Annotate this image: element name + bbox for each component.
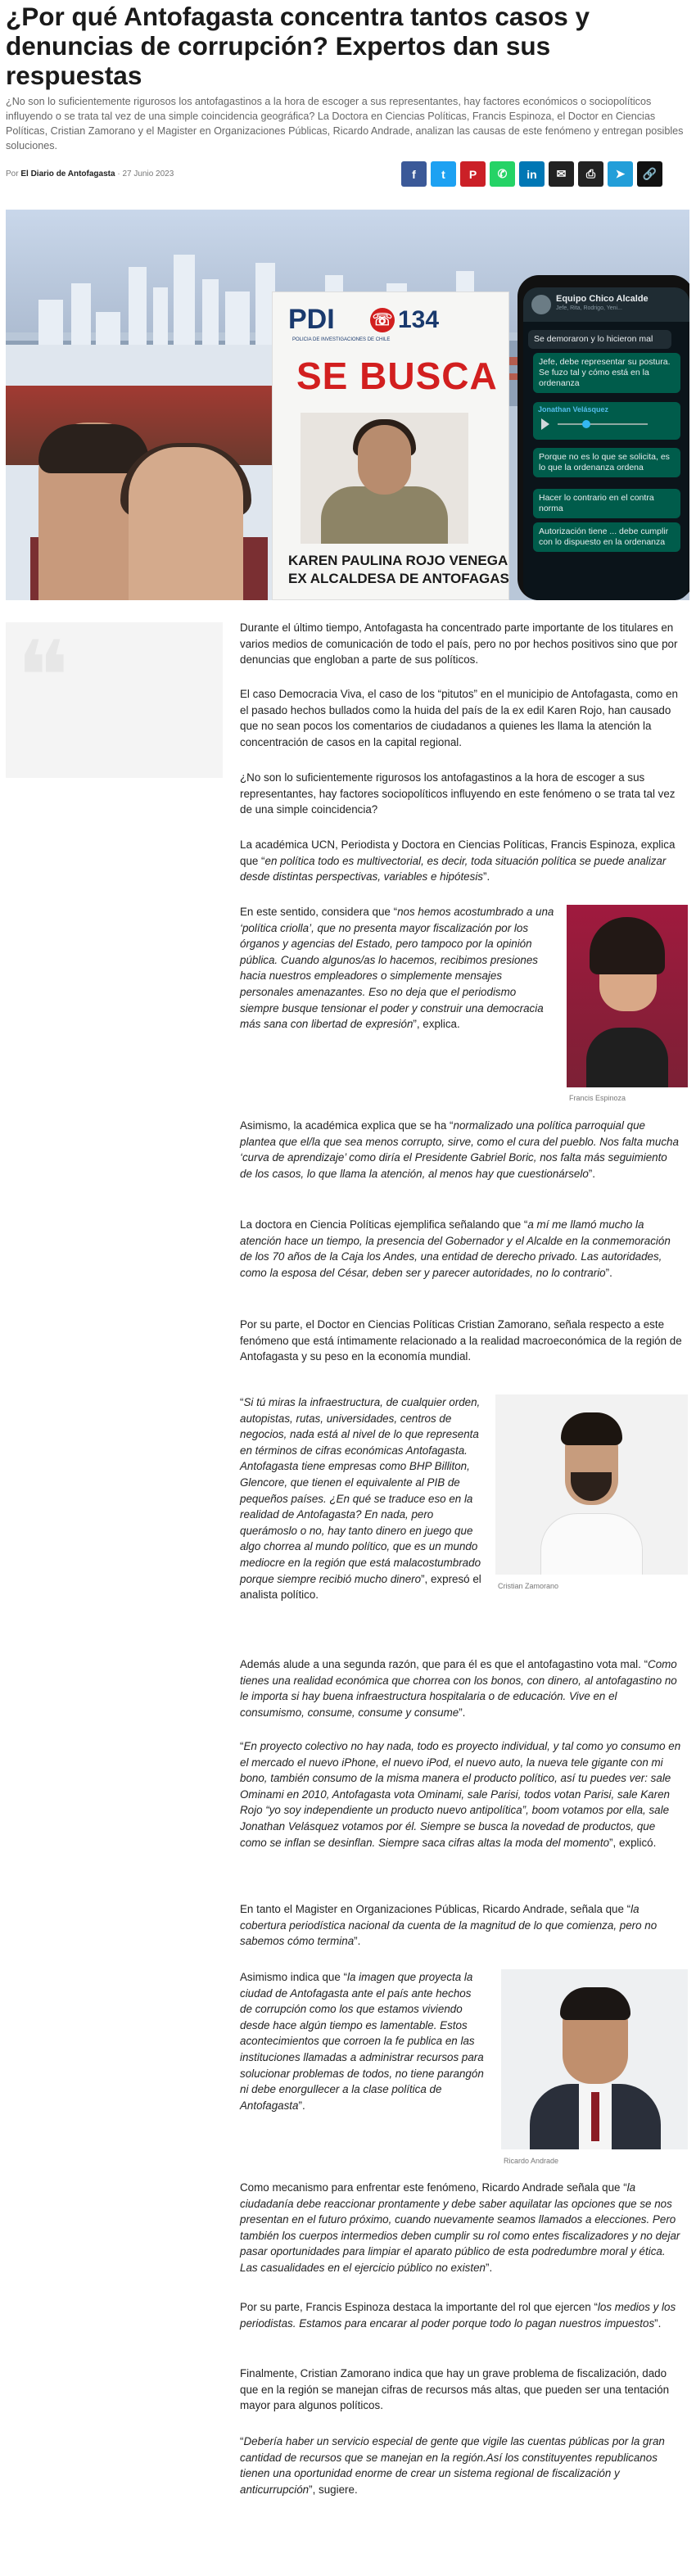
facebook-icon: f — [412, 167, 416, 181]
paragraph: En este sentido, considera que “nos hemos acostumbrado a una ‘política criolla’, que no presenta mayor fiscalización por los órganos y agencias del Estado, pero tampoco por la opinión pública. Cuando algunos/as lo hacemos, recibimos presiones hacia nuestros empleadores o simplemente mensajes personales amenazantes. Eso no deja que el periodismo siempre busque tensionar el poder y construir una democracia más sana con libertad de expresión”, explica. — [240, 906, 554, 1031]
poster-photo — [301, 413, 468, 544]
paragraph: ¿No son lo suficientemente rigurosos los antofagastinos a la hora de escoger a sus representantes, hay factores sociopolíticos influyendo en este fenómeno o se trata tal vez de una simple coincidencia? — [240, 771, 676, 816]
chat-header — [523, 287, 689, 322]
print-icon: ⎙ — [585, 167, 596, 180]
chat-message: Hacer lo contrario en el contra norma — [533, 489, 680, 518]
facebook-share-button[interactable] — [401, 161, 427, 187]
whatsapp-share-button[interactable] — [490, 161, 515, 187]
linkedin-share-button[interactable] — [519, 161, 545, 187]
chat-message: Autorización tiene ... debe cumplir con lo dispuesto en la ordenanza — [533, 522, 680, 552]
pinterest-share-button[interactable] — [460, 161, 486, 187]
whatsapp-screen — [523, 287, 689, 600]
pdi-number: ☏ 134 — [370, 306, 439, 334]
share-bar — [401, 161, 662, 187]
byline-prefix: Por — [6, 169, 19, 179]
whatsapp-icon: ✆ — [497, 167, 508, 180]
paragraph: Por su parte, el Doctor en Ciencias Políticas Cristian Zamorano, señala respecto a este fenómeno que está íntimamente relacionado a la realidad macroeconómica de la región de Antofagasta y su peso en la economía mundial. — [240, 1318, 682, 1363]
paragraph: “Si tú miras la infraestructura, de cualquier orden, autopistas, rutas, universidades, centros de negocios, nada está al nivel de lo que representa en términos de cifras económicas Antofagasta. Antofagasta tiene empresas como BHP Billiton, Glencore, que tienen el equivalente al PIB de pequeños países. ¿En qué se traduce eso en la realidad de Antofagasta? En nada, pero querámoslo o no, hay tanto dinero en juego que algo chorrea al mundo político, que es un mundo mediocre en la región que está malacostumbrado porque siempre recibió mucho dinero”, expresó el analista político. — [240, 1396, 481, 1602]
paragraph: “Debería haber un servicio especial de gente que vigile las cuentas públicas por la gran cantidad de recursos que se manejan en la región.Así los constituyentes republicanos tienen una oportunidad enorme de crear un sistema regional de fiscalización y anticurrupción”, sugiere. — [240, 2435, 665, 2496]
portrait-face — [358, 425, 411, 495]
byline — [6, 169, 174, 179]
group-avatar — [531, 295, 551, 314]
twitter-icon: t — [441, 167, 445, 181]
phone-badge: ☏ — [370, 308, 395, 332]
twitter-share-button[interactable] — [431, 161, 456, 187]
pdi-subtitle: POLICIA DE INVESTIGACIONES DE CHILE — [292, 337, 391, 342]
link-icon: 🔗 — [642, 167, 658, 180]
paragraph: Asimismo indica que “la imagen que proyecta la ciudad de Antofagasta ante el país ante hechos de corrupción como los que estamos viviendo desde hace algún tiempo es lamentable. Estos acontecimientos que corroen la fe publica en las instituciones llamadas a administrar recursos para solucionar problemas de todos, no tiene parangón ni debe enorgullecer a la clase política de Antofagasta”. — [240, 1971, 484, 2112]
telegram-share-button[interactable] — [608, 161, 633, 187]
poster-name: KAREN PAULINA ROJO VENEGA EX ALCALDESA DE ANTOFAGAS — [288, 553, 509, 586]
paragraph: En tanto el Magister en Organizaciones Públicas, Ricardo Andrade, señala que “la cobertura periodística nacional da cuenta de la magnitud de lo que comienza, pero no sabemos cómo termina”. — [240, 1903, 658, 1948]
paragraph: Por su parte, Francis Espinoza destaca la importante del rol que ejercen “los medios y los periodistas. Estamos para encarar al poder porque todo lo pagan nuestros impuestos”. — [240, 2301, 676, 2330]
hero-image — [6, 210, 689, 600]
poster-title: SE BUSCA — [296, 355, 498, 397]
photo-caption: Francis Espinoza — [569, 1094, 626, 1102]
paragraph: “En proyecto colectivo no hay nada, todo es proyecto individual, y tal como yo consumo en el mercado el nuevo iPhone, el nuevo iPod, el nuevo auto, la nueva tele gigante con mi bono, también consumo de la misma manera el producto político, así tu puedes ver: sale Ominami en 2010, Antofagasta vota Ominami, sale Parisi, todos votan Parisi, sale Karen Rojo “yo soy independiente un producto nuevo antipolítica”, boom votamos por ella, sale Jonathan Velásquez votamos por él. Siempre se busca la novedad de productos, que como se inflan se desinflan. Siempre saca cifras altas la moda del momento”, explicó. — [240, 1740, 681, 1849]
publish-date: 27 Junio 2023 — [122, 169, 174, 179]
paragraph: La doctora en Ciencia Políticas ejemplifica señalando que “a mí me llamó mucho la atención hace un tiempo, la presencia del Gobernador y el Alcalde en la conmemoración de los 70 años de la Caja los Andes, una entidad de derecho privado. Las autoridades, como la esposa del César, deben ser y parecer autoridades, no lo contrario”. — [240, 1218, 671, 1279]
email-share-button[interactable] — [549, 161, 574, 187]
byline-separator: · — [117, 169, 120, 179]
pdi-logo: PDI — [288, 304, 335, 335]
francis-espinoza-photo — [567, 905, 688, 1087]
uniform — [321, 486, 448, 544]
chat-message: Jefe, debe representar su postura. Se fuzo tal y cómo está en la ordenanza — [533, 353, 680, 393]
decorative-quote-icon: ❝ — [16, 621, 70, 734]
link-share-button[interactable] — [637, 161, 662, 187]
voice-progress — [582, 420, 590, 428]
paragraph: La académica UCN, Periodista y Doctora en Ciencias Políticas, Francis Espinoza, explica que “en política todo es multivectorial, es decir, toda situación política se puede analizar desde distintas perspectivas, variables e hipótesis”. — [240, 838, 676, 884]
chat-members: Jefe, Rita, Rodrigo, Yeni... — [556, 305, 622, 311]
photo-caption: Ricardo Andrade — [504, 2157, 559, 2165]
author-link[interactable]: El Diario de Antofagasta — [20, 169, 115, 179]
voice-waveform — [558, 423, 648, 425]
linkedin-icon: in — [527, 167, 537, 181]
chat-message: Se demoraron y lo hicieron mal — [528, 330, 671, 349]
play-icon — [541, 418, 549, 430]
photo-caption: Cristian Zamorano — [498, 1582, 559, 1590]
paragraph: Durante el último tiempo, Antofagasta ha concentrado parte importante de los titulares en varios medios de comunicación de todo el país, pero no por hechos positivos sino que por denuncias que engloban a parte de sus políticos. — [240, 621, 678, 667]
paragraph: Finalmente, Cristian Zamorano indica que hay un grave problema de fiscalización, dado que en la región se manejan cifras de recursos más altas, que pueden ser una tentación mayor para algunos políticos. — [240, 2367, 670, 2412]
paragraph: El caso Democracia Viva, el caso de los “pitutos” en el municipio de Antofagasta, como en el pasado hechos bullados como la huida del país de la ex edil Karen Rojo, han causado que no sean pocos los comentarios de ciudadanos a quienes les llama la atención la concentración de casos en la capital regional. — [240, 688, 678, 748]
chat-message: Porque no es lo que se solicita, es lo que la ordenanza ordena — [533, 448, 680, 477]
paragraph: Asimismo, la académica explica que se ha “normalizado una política parroquial que plantea que el/la que sea menos corrupto, sirve, como el cura del pueblo. Nos falta mucha ‘curva de aprendizaje’ como diría el Presidente Gabriel Boric, nos falta más seguimiento de los casos, lo que llama la atención, al menos hay que cuestionárselo”. — [240, 1119, 679, 1180]
ricardo-andrade-photo — [501, 1969, 688, 2149]
article-lede: ¿No son lo suficientemente rigurosos los antofagastinos a la hora de escoger a sus representantes, hay factores económicos o sociopolíticos influyendo o se trata tal vez de una simple coincidencia geográfica? La Doctora en Ciencias Políticas, Francis Espinoza, el Doctor en Ciencias Políticas, Cristian Zamorano y el Magister en Organizaciones Públicas, Ricardo Andrade, analizan las causas de este fenómeno y entregan posibles soluciones. — [6, 96, 684, 151]
cristian-zamorano-photo — [495, 1394, 688, 1575]
print-share-button[interactable] — [578, 161, 603, 187]
woman-figure — [129, 447, 243, 600]
telegram-icon: ➤ — [615, 167, 626, 180]
paragraph: Además alude a una segunda razón, que para él es que el antofagastino vota mal. “Como tienes una realidad económica que chorrea con los bonos, con dinero, al antofagastino no le importa si hay buena infraestructura hospitalaria o de educación. Vive en el consumismo, consume, consume y consume”. — [240, 1658, 677, 1719]
article-headline: ¿Por qué Antofagasta concentra tantos casos y denuncias de corrupción? Expertos dan sus respuestas — [6, 2, 590, 90]
paragraph: Como mecanismo para enfrentar este fenómeno, Ricardo Andrade señala que “la ciudadanía debe reaccionar prontamente y debe saber aquilatar las opciones que se nos presentan en el futuro próximo, cuando nuevamente seamos llamados a elecciones. Pero también los cuerpos intermedios deben cumplir su rol como entes fiscalizadores y no dejar pasar oportunidades para limpiar el aparato público de esta podredumbre moral y ética. Las casualidades en el ejercicio público no existen”. — [240, 2181, 680, 2274]
voice-message: Jonathan Velásquez — [533, 402, 680, 440]
pinterest-icon: P — [468, 167, 477, 181]
chat-name: Equipo Chico Alcalde — [556, 294, 649, 304]
email-icon: ✉ — [556, 167, 567, 180]
